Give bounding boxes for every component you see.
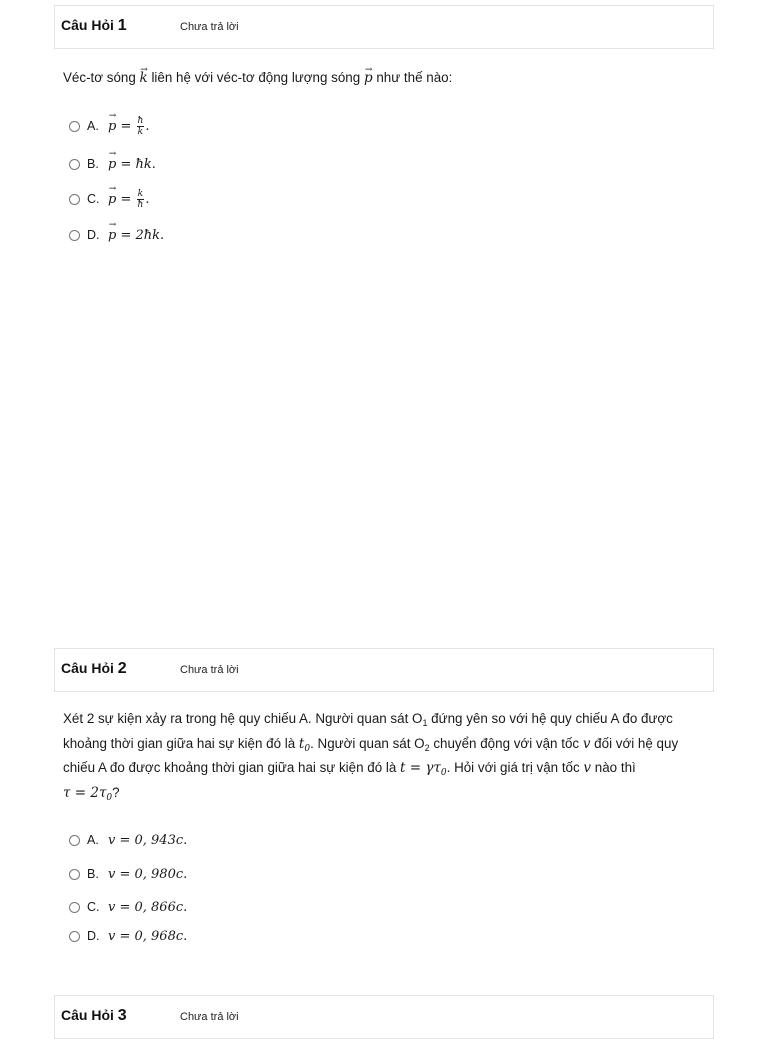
radio-button[interactable] [69, 931, 80, 942]
q1-option-c[interactable]: C. → p = $\frac{k}{ħ}$ . [69, 190, 149, 208]
question-2-header [54, 648, 714, 692]
question-title: Câu Hỏi 2 [61, 660, 127, 677]
q1-option-d[interactable]: D. → p = 2ħk. [69, 226, 164, 244]
radio-button[interactable] [69, 159, 80, 170]
q2-option-b[interactable]: B. v = 0, 980c. [69, 865, 187, 883]
question-1-header [54, 5, 714, 49]
question-status: Chưa trả lời [180, 1011, 239, 1023]
q2-option-a[interactable]: A. v = 0, 943c. [69, 831, 187, 849]
question-status: Chưa trả lời [180, 664, 239, 676]
question-2-text: Xét 2 sự kiện xảy ra trong hệ quy chiếu A. Người quan sát $O_1$ đứng yên so với hệ quy chiếu A đo được khoảng thời gian giữa hai sự kiện đó là $t_0$. Người quan sát $O_2$ chuyển động với vận tốc v đối với hệ quy chiếu A đo được khoảng thời gian giữa hai sự kiện đó là $t = \gamma\tau_0$. Hỏi với giá trị vận tốc v nào thì $\tau = 2\tau_0$? [63, 711, 679, 803]
question-title: Câu Hỏi 1 [61, 17, 127, 34]
radio-button[interactable] [69, 835, 80, 846]
q2-option-d[interactable]: D. v = 0, 968c. [69, 927, 187, 945]
question-status: Chưa trả lời [180, 21, 239, 33]
radio-button[interactable] [69, 194, 80, 205]
question-1-text: Véc-tơ sóng → k liên hệ với véc-tơ động lượng sóng → p như thế nào: [63, 66, 713, 91]
radio-button[interactable] [69, 902, 80, 913]
q1-option-a[interactable]: A. → p = $\frac{ħ}{k}$ . [69, 117, 149, 135]
question-title: Câu Hỏi 3 [61, 1007, 127, 1024]
radio-button[interactable] [69, 121, 80, 132]
radio-button[interactable] [69, 869, 80, 880]
question-3-header [54, 995, 714, 1039]
radio-button[interactable] [69, 230, 80, 241]
q2-option-c[interactable]: C. v = 0, 866c. [69, 898, 187, 916]
q1-option-b[interactable]: B. → p = ħk. [69, 155, 156, 173]
